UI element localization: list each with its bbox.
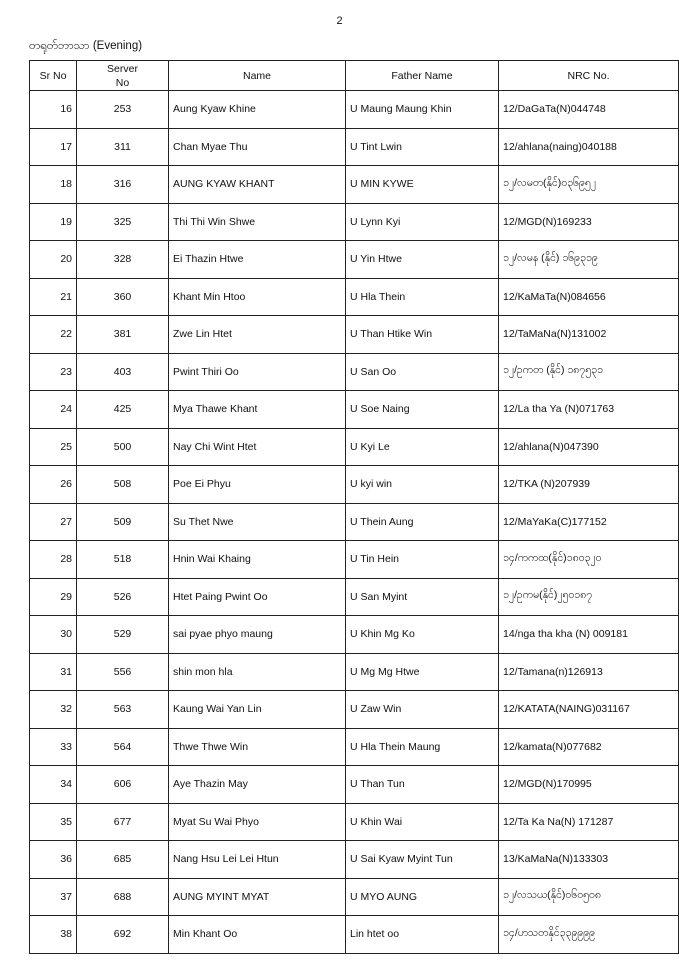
header-server-no-line1: Server <box>107 62 138 75</box>
cell-server-no: 518 <box>77 541 169 579</box>
cell-name: Aung Kyaw Khine <box>169 91 346 129</box>
cell-father-name: U Hla Thein Maung <box>346 728 499 766</box>
cell-father-name: U Thein Aung <box>346 503 499 541</box>
cell-nrc-no: 12/kamata(N)077682 <box>499 728 679 766</box>
table-row <box>30 391 679 429</box>
cell-sr-no: 29 <box>30 578 77 616</box>
cell-server-no: 360 <box>77 278 169 316</box>
page-number: 2 <box>336 15 343 27</box>
cell-server-no: 556 <box>77 653 169 691</box>
cell-nrc-no: 12/TaMaNa(N)131002 <box>499 316 679 354</box>
cell-name: shin mon hla <box>169 653 346 691</box>
cell-server-no: 500 <box>77 428 169 466</box>
cell-father-name: U Yin Htwe <box>346 241 499 279</box>
cell-father-name: U kyi win <box>346 466 499 504</box>
cell-nrc-no: ၁၂/လမန (နိုင်) ၁၆၉၃၁၉ <box>499 241 679 279</box>
cell-sr-no: 30 <box>30 616 77 654</box>
cell-sr-no: 33 <box>30 728 77 766</box>
cell-father-name: U MIN KYWE <box>346 166 499 204</box>
applicant-table <box>29 60 679 954</box>
cell-server-no: 316 <box>77 166 169 204</box>
cell-name: Su Thet Nwe <box>169 503 346 541</box>
cell-father-name: U Khin Wai <box>346 803 499 841</box>
table-row <box>30 766 679 804</box>
cell-father-name: Lin htet oo <box>346 916 499 954</box>
table-row <box>30 916 679 954</box>
cell-name: AUNG KYAW KHANT <box>169 166 346 204</box>
cell-sr-no: 18 <box>30 166 77 204</box>
cell-name: Pwint Thiri Oo <box>169 353 346 391</box>
table-row <box>30 466 679 504</box>
cell-father-name: U MYO AUNG <box>346 878 499 916</box>
cell-father-name: U Tint Lwin <box>346 128 499 166</box>
cell-nrc-no: ၁၂/လမတ(နိုင်)၀၃၆၉၅၂ <box>499 166 679 204</box>
cell-sr-no: 37 <box>30 878 77 916</box>
cell-nrc-no: 13/KaMaNa(N)133303 <box>499 841 679 879</box>
cell-sr-no: 21 <box>30 278 77 316</box>
cell-sr-no: 22 <box>30 316 77 354</box>
cell-name: Nang Hsu Lei Lei Htun <box>169 841 346 879</box>
cell-father-name: U Tin Hein <box>346 541 499 579</box>
header-father-name: Father Name <box>346 61 499 91</box>
cell-sr-no: 17 <box>30 128 77 166</box>
table-row <box>30 803 679 841</box>
cell-nrc-no: 12/KATATA(NAING)031167 <box>499 691 679 729</box>
cell-name: Zwe Lin Htet <box>169 316 346 354</box>
header-server-no-line2: No <box>115 76 130 89</box>
cell-name: Thi Thi Win Shwe <box>169 203 346 241</box>
cell-sr-no: 32 <box>30 691 77 729</box>
cell-name: Ei Thazin Htwe <box>169 241 346 279</box>
cell-father-name: U Khin Mg Ko <box>346 616 499 654</box>
cell-name: Myat Su Wai Phyo <box>169 803 346 841</box>
cell-sr-no: 28 <box>30 541 77 579</box>
cell-father-name: U Kyi Le <box>346 428 499 466</box>
cell-sr-no: 19 <box>30 203 77 241</box>
cell-name: Htet Paing Pwint Oo <box>169 578 346 616</box>
table-row <box>30 578 679 616</box>
cell-nrc-no: ၁၂/ဥကတ (နိုင်) ၁၈၇၅၃၁ <box>499 353 679 391</box>
cell-sr-no: 25 <box>30 428 77 466</box>
cell-server-no: 692 <box>77 916 169 954</box>
table-row <box>30 166 679 204</box>
cell-father-name: U San Oo <box>346 353 499 391</box>
cell-nrc-no: 12/MGD(N)170995 <box>499 766 679 804</box>
cell-nrc-no: 12/Tamana(n)126913 <box>499 653 679 691</box>
cell-nrc-no: 12/La tha Ya (N)071763 <box>499 391 679 429</box>
cell-father-name: U Lynn Kyi <box>346 203 499 241</box>
cell-father-name: U Than Tun <box>346 766 499 804</box>
table-row <box>30 503 679 541</box>
cell-name: Poe Ei Phyu <box>169 466 346 504</box>
cell-sr-no: 23 <box>30 353 77 391</box>
cell-father-name: U Mg Mg Htwe <box>346 653 499 691</box>
cell-name: Nay Chi Wint Htet <box>169 428 346 466</box>
cell-name: Min Khant Oo <box>169 916 346 954</box>
table-row <box>30 653 679 691</box>
cell-father-name: U Zaw Win <box>346 691 499 729</box>
cell-sr-no: 20 <box>30 241 77 279</box>
cell-server-no: 685 <box>77 841 169 879</box>
cell-nrc-no: ၁၂/လသယ(နိုင်)၀၆၀၅၀၈ <box>499 878 679 916</box>
table-row <box>30 728 679 766</box>
cell-server-no: 606 <box>77 766 169 804</box>
cell-name: Kaung Wai Yan Lin <box>169 691 346 729</box>
header-name: Name <box>169 61 346 91</box>
cell-nrc-no: ၁၄/ဟသတနိုင်၃၃၉၉၉၉ <box>499 916 679 954</box>
cell-server-no: 328 <box>77 241 169 279</box>
cell-server-no: 529 <box>77 616 169 654</box>
cell-name: Hnin Wai Khaing <box>169 541 346 579</box>
cell-sr-no: 26 <box>30 466 77 504</box>
table-row <box>30 128 679 166</box>
table-row <box>30 428 679 466</box>
cell-server-no: 564 <box>77 728 169 766</box>
cell-father-name: U San Myint <box>346 578 499 616</box>
cell-name: AUNG MYINT MYAT <box>169 878 346 916</box>
cell-nrc-no: 14/nga tha kha (N) 009181 <box>499 616 679 654</box>
cell-sr-no: 36 <box>30 841 77 879</box>
table-body <box>30 91 679 954</box>
table-row <box>30 316 679 354</box>
cell-nrc-no: 12/KaMaTa(N)084656 <box>499 278 679 316</box>
cell-nrc-no: ၁၂/ဥကမ(နိုင်)၂၅၀၁၈၇ <box>499 578 679 616</box>
cell-sr-no: 38 <box>30 916 77 954</box>
cell-sr-no: 27 <box>30 503 77 541</box>
cell-sr-no: 16 <box>30 91 77 129</box>
table-row <box>30 353 679 391</box>
cell-name: Aye Thazin May <box>169 766 346 804</box>
table-row <box>30 541 679 579</box>
cell-nrc-no: 12/MaYaKa(C)177152 <box>499 503 679 541</box>
table-row <box>30 616 679 654</box>
cell-server-no: 311 <box>77 128 169 166</box>
cell-nrc-no: 12/MGD(N)169233 <box>499 203 679 241</box>
header-server-no <box>77 61 169 91</box>
cell-father-name: U Soe Naing <box>346 391 499 429</box>
cell-nrc-no: 12/DaGaTa(N)044748 <box>499 91 679 129</box>
cell-father-name: U Maung Maung Khin <box>346 91 499 129</box>
cell-server-no: 563 <box>77 691 169 729</box>
cell-nrc-no: 12/ahlana(N)047390 <box>499 428 679 466</box>
cell-sr-no: 35 <box>30 803 77 841</box>
cell-server-no: 688 <box>77 878 169 916</box>
header-nrc-no: NRC No. <box>499 61 679 91</box>
cell-server-no: 509 <box>77 503 169 541</box>
table-row <box>30 278 679 316</box>
cell-name: sai pyae phyo maung <box>169 616 346 654</box>
table-row <box>30 841 679 879</box>
cell-server-no: 425 <box>77 391 169 429</box>
header-sr-no: Sr No <box>30 61 77 91</box>
cell-sr-no: 24 <box>30 391 77 429</box>
cell-server-no: 526 <box>77 578 169 616</box>
cell-nrc-no: 12/Ta Ka Na(N) 171287 <box>499 803 679 841</box>
table-header-row <box>30 61 679 91</box>
table-row <box>30 241 679 279</box>
cell-nrc-no: 12/TKA (N)207939 <box>499 466 679 504</box>
cell-father-name: U Hla Thein <box>346 278 499 316</box>
cell-sr-no: 31 <box>30 653 77 691</box>
cell-server-no: 325 <box>77 203 169 241</box>
cell-father-name: U Sai Kyaw Myint Tun <box>346 841 499 879</box>
cell-name: Chan Myae Thu <box>169 128 346 166</box>
cell-name: Thwe Thwe Win <box>169 728 346 766</box>
cell-nrc-no: ၁၄/ကကထ(နိုင်)၁၈၀၃၂၀ <box>499 541 679 579</box>
cell-server-no: 508 <box>77 466 169 504</box>
cell-nrc-no: 12/ahlana(naing)040188 <box>499 128 679 166</box>
cell-name: Khant Min Htoo <box>169 278 346 316</box>
table-row <box>30 203 679 241</box>
table-row <box>30 691 679 729</box>
cell-father-name: U Than Htike Win <box>346 316 499 354</box>
cell-server-no: 253 <box>77 91 169 129</box>
cell-sr-no: 34 <box>30 766 77 804</box>
cell-server-no: 403 <box>77 353 169 391</box>
section-title: တရုတ်ဘာသာ (Evening) <box>29 40 143 52</box>
cell-name: Mya Thawe Khant <box>169 391 346 429</box>
table-row <box>30 91 679 129</box>
cell-server-no: 677 <box>77 803 169 841</box>
table-row <box>30 878 679 916</box>
cell-server-no: 381 <box>77 316 169 354</box>
